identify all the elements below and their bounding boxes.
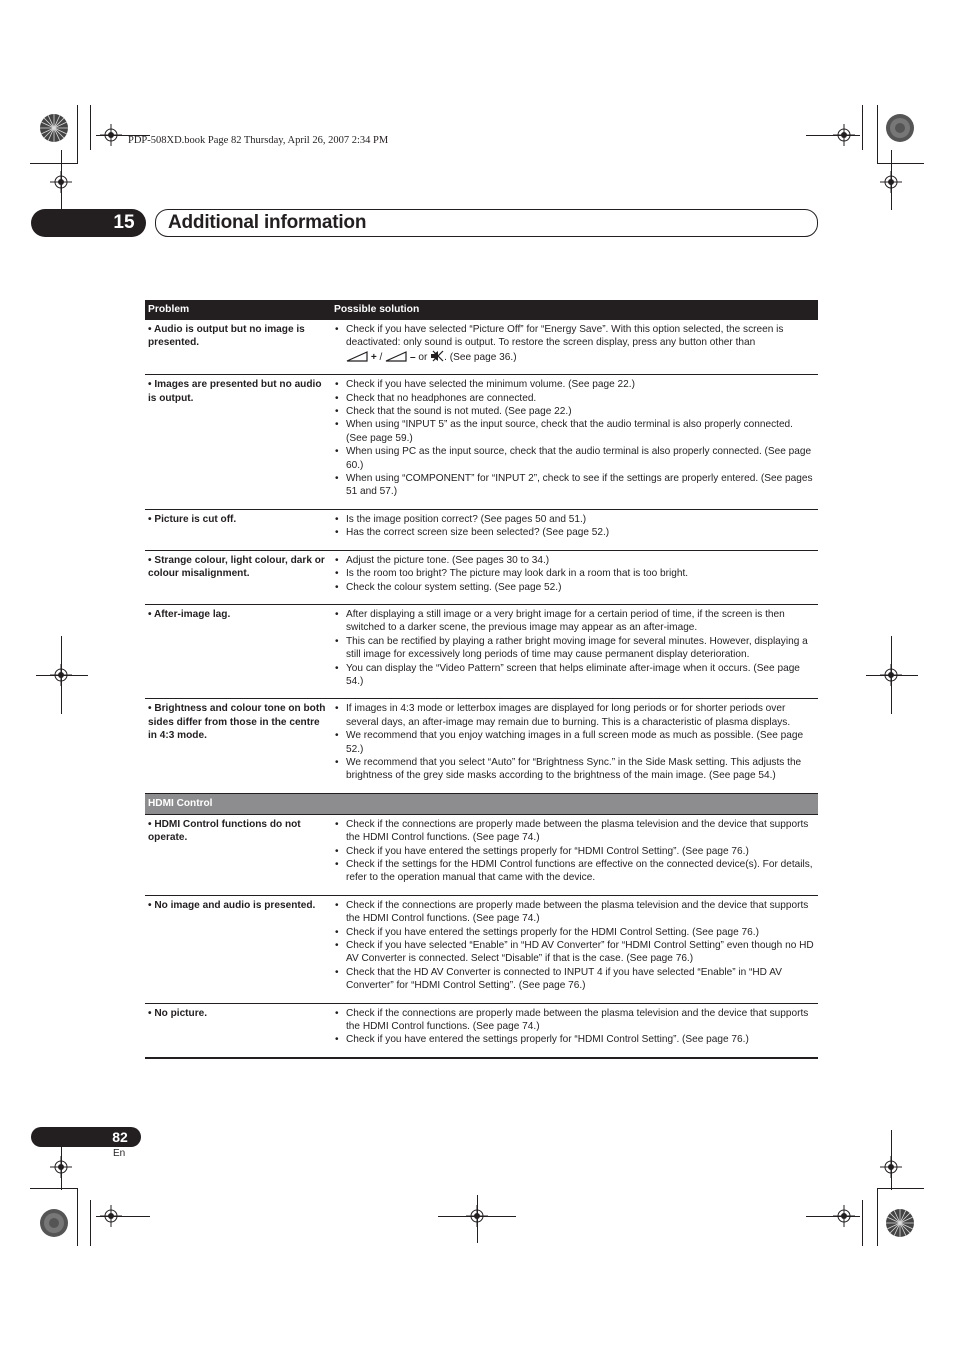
problem-cell: • Audio is output but no image is presented. (145, 320, 331, 375)
solution-item: • We recommend that you enjoy watching images in a full screen mode as much as possible. (See page 52.) (334, 729, 816, 756)
chapter-title: Additional information (168, 212, 367, 233)
problem-cell: • After-image lag. (145, 604, 331, 698)
language-code: En (113, 1148, 126, 1159)
table-row (145, 550, 818, 604)
solution-cell (331, 1003, 818, 1058)
solution-item: • Adjust the picture tone. (See pages 30 to 34.) (334, 554, 816, 567)
solution-item: • Check that no headphones are connected. (334, 392, 816, 405)
solution-item: • Check if the connections are properly made between the plasma television and the device that supports the HDMI Control functions. (See page 74.) (334, 1007, 816, 1034)
chapter-number: 15 (113, 212, 135, 233)
troubleshooting-table (145, 300, 818, 1059)
crop-line (477, 1195, 478, 1243)
crop-line (877, 1188, 924, 1189)
crop-line (77, 1188, 78, 1246)
crop-line (96, 1216, 150, 1217)
volume-minus-label: – (409, 351, 416, 363)
crop-line (30, 1188, 78, 1189)
crop-line (862, 1200, 863, 1246)
solution-text: . (See page 36.) (444, 351, 517, 363)
crop-line (77, 105, 78, 163)
solution-item: • Is the image position correct? (See pages 50 and 51.) (334, 513, 816, 526)
solution-cell (331, 320, 818, 375)
crop-line (806, 1216, 860, 1217)
table-row (145, 509, 818, 550)
problem-cell: • Images are presented but no audio is output. (145, 375, 331, 510)
crop-line (61, 150, 62, 210)
crop-line (877, 1188, 878, 1246)
solution-text: Check if you have selected “Picture Off” for “Energy Save”. With this option selected, the screen is deactivated: only sound is output. To restore the screen display, press any button other than (346, 324, 784, 349)
separator-text: or (415, 351, 431, 363)
solution-cell (331, 895, 818, 1003)
volume-wedge-icon (385, 351, 407, 362)
problem-cell: • No image and audio is presented. (145, 895, 331, 1003)
solution-item: • Check if the settings for the HDMI Control functions are effective on the connected device(s). For details, refer to the operation manual that came with the device. (334, 858, 816, 885)
table-row (145, 1003, 818, 1058)
solution-item: • Is the room too bright? The picture may look dark in a room that is too bright. (334, 567, 816, 580)
crop-line (90, 105, 91, 150)
crop-line (30, 163, 78, 164)
table-row (145, 604, 818, 698)
solution-cell (331, 509, 818, 550)
solution-cell (331, 699, 818, 793)
solution-item: • After displaying a still image or a very bright image for a certain period of time, if the screen is then switched to a darker scene, the previous image may appear as an after-image. (334, 608, 816, 635)
solution-item: • Check if you have selected the minimum volume. (See page 22.) (334, 378, 816, 391)
book-header-line: PDP-508XD.book Page 82 Thursday, April 26, 2007 2:34 PM (128, 135, 389, 146)
volume-wedge-icon (346, 351, 368, 362)
solution-item: • Check that the sound is not muted. (See page 22.) (334, 405, 816, 418)
solution-item: • If images in 4:3 mode or letterbox images are displayed for long periods or for shorter periods over several days, an after-image may remain due to burning. This is a characteristic of plasma displays. (334, 702, 816, 729)
table-row (145, 375, 818, 510)
solution-item: • Check if you have entered the settings properly for “HDMI Control Setting”. (See page 76.) (334, 1033, 816, 1046)
solution-cell (331, 375, 818, 510)
page-number: 82 (112, 1129, 128, 1145)
table-row (145, 699, 818, 793)
crop-line (862, 105, 863, 150)
solution-item: • Check if you have entered the settings properly for the HDMI Control Setting. (See page 76.) (334, 926, 816, 939)
separator-text: / (376, 351, 386, 363)
problem-cell: • No picture. (145, 1003, 331, 1058)
column-header-solution: Possible solution (331, 300, 818, 320)
solution-item: • When using “INPUT 5” as the input source, check that the audio terminal is also properly connected. (See page 59.) (334, 418, 816, 445)
crop-line (806, 135, 860, 136)
crop-line (877, 163, 924, 164)
solution-item: • You can display the “Video Pattern” screen that helps eliminate after-image when it occurs. (See page 54.) (334, 662, 816, 689)
crop-line (877, 105, 878, 163)
section-label: HDMI Control (145, 793, 818, 814)
solution-item (334, 323, 816, 364)
crop-line (90, 1200, 91, 1246)
solution-item: • When using PC as the input source, check that the audio terminal is also properly connected. (See page 60.) (334, 445, 816, 472)
star-target-icon (885, 1208, 915, 1238)
solution-item: • Check if you have selected “Enable” in “HD AV Converter” for “HDMI Control Setting” even though no HD AV Converter is connected. Select “Disable” if that is the case. (See page 76.) (334, 939, 816, 966)
crop-line (36, 675, 88, 676)
solution-item: • Check that the HD AV Converter is connected to INPUT 4 if you have selected “Enable” in “HD AV Converter” for “HDMI Control Setting”. (See page 76.) (334, 966, 816, 993)
crop-line (866, 675, 918, 676)
solution-item: • When using “COMPONENT” for “INPUT 2”, check to see if the settings are properly entered. (See pages 51 and 57.) (334, 472, 816, 499)
solution-item: • Check if the connections are properly made between the plasma television and the device that supports the HDMI Control functions. (See page 74.) (334, 899, 816, 926)
problem-cell: • Picture is cut off. (145, 509, 331, 550)
solution-item: • Check if the connections are properly made between the plasma television and the device that supports the HDMI Control functions. (See page 74.) (334, 818, 816, 845)
solution-item: • Check the colour system setting. (See page 52.) (334, 581, 816, 594)
crop-line (891, 150, 892, 210)
solution-item: • Has the correct screen size been selected? (See page 52.) (334, 526, 816, 539)
problem-cell: • Brightness and colour tone on both sides differ from those in the centre in 4:3 mode. (145, 699, 331, 793)
problem-cell: • Strange colour, light colour, dark or colour misalignment. (145, 550, 331, 604)
column-header-problem: Problem (145, 300, 331, 320)
solution-item: • We recommend that you select “Auto” for “Brightness Sync.” in the Side Mask setting. This adjusts the brightness of the grey side masks according to the brightness of the main image. (See page 54.) (334, 756, 816, 783)
solution-item: • Check if you have entered the settings properly for “HDMI Control Setting”. (See page 76.) (334, 845, 816, 858)
problem-cell: • HDMI Control functions do not operate. (145, 814, 331, 895)
table-row (145, 814, 818, 895)
table-row (145, 895, 818, 1003)
mute-icon (430, 350, 444, 362)
star-target-icon (39, 1208, 69, 1238)
solution-cell (331, 550, 818, 604)
table-row (145, 320, 818, 375)
solution-cell (331, 814, 818, 895)
solution-cell (331, 604, 818, 698)
star-target-icon (39, 113, 69, 143)
volume-plus-label: + (370, 351, 377, 363)
table-header-row (145, 300, 818, 320)
star-target-icon (885, 113, 915, 143)
crop-line (891, 1130, 892, 1190)
section-header-row (145, 793, 818, 814)
solution-item: • This can be rectified by playing a rather bright moving image for several minutes. However, displaying a still image for excessively long periods of time may cause permanent display deterioration. (334, 635, 816, 662)
